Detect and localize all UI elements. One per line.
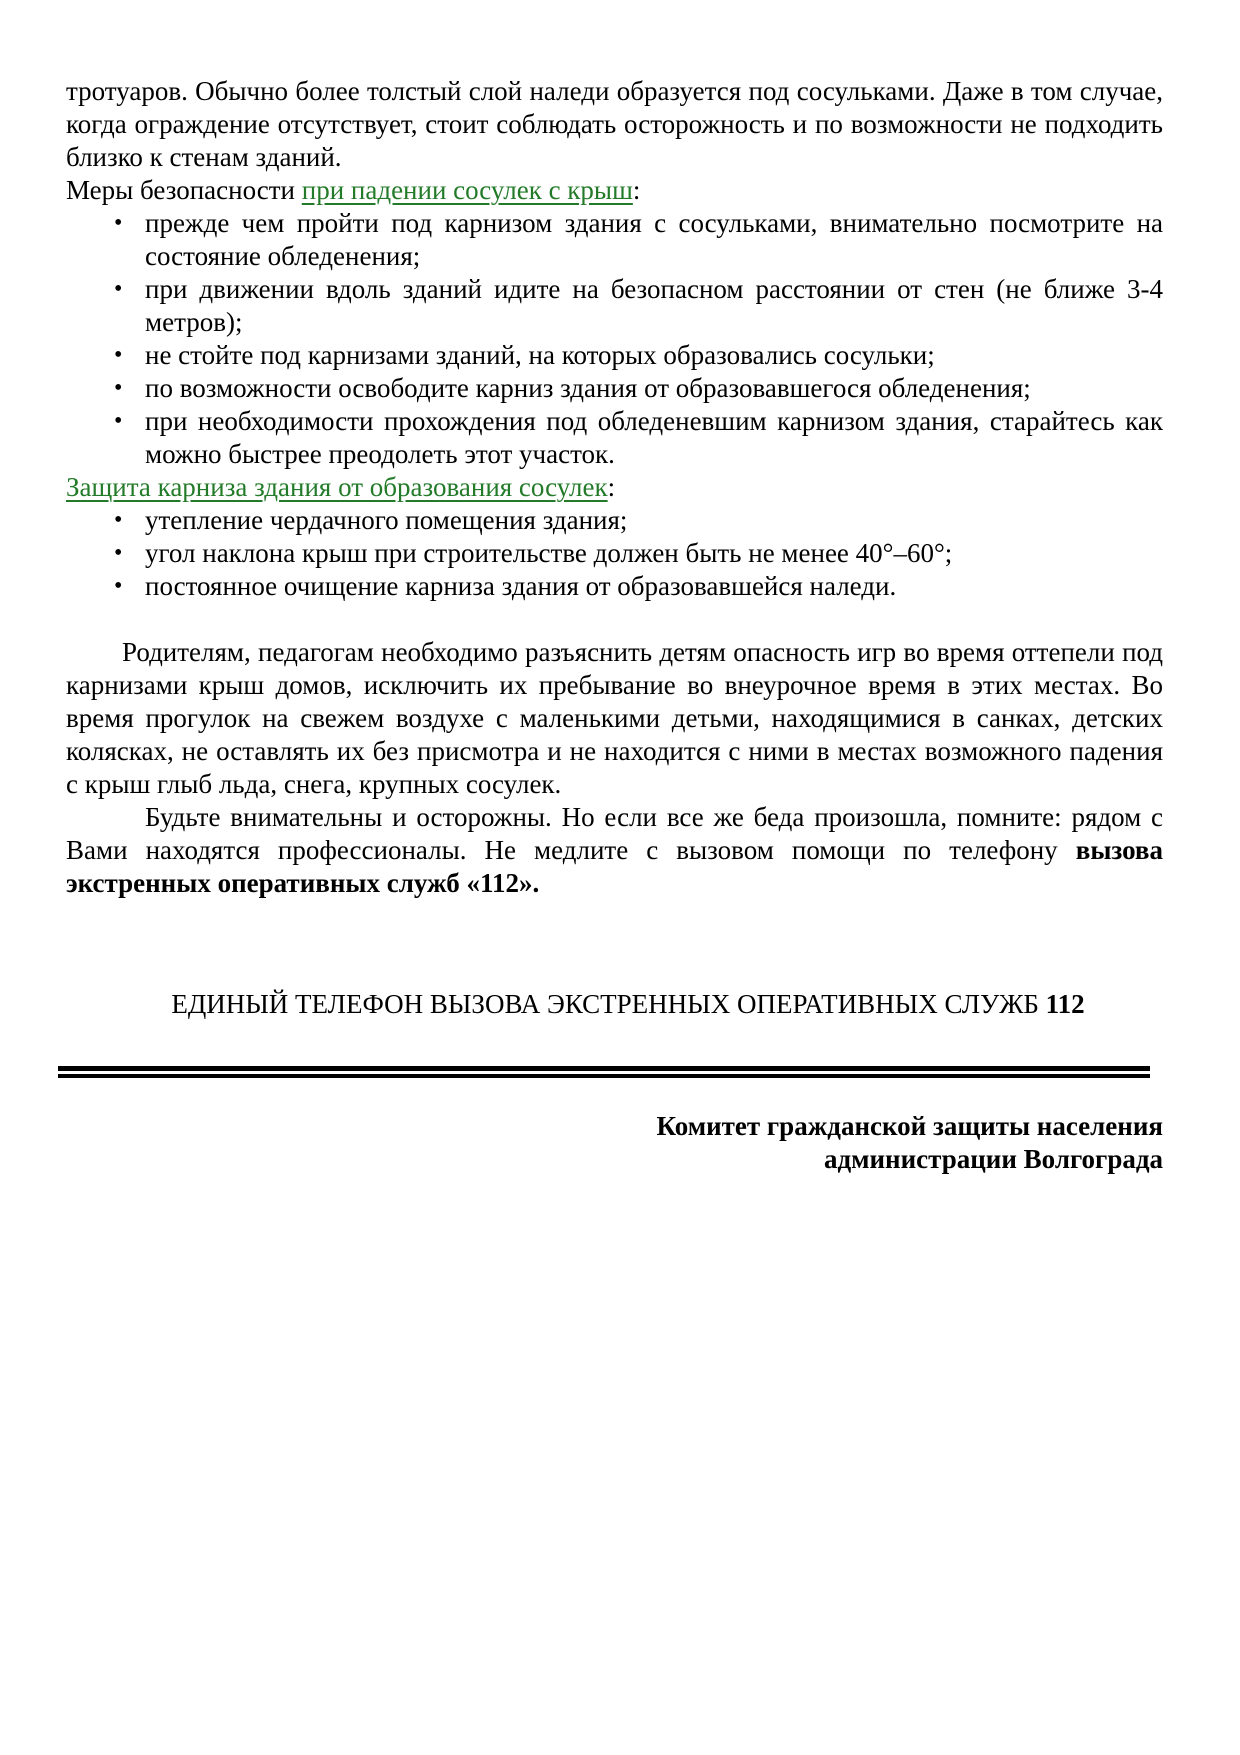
list-item (66, 273, 1163, 339)
safety-measures-prefix: Меры безопасности (66, 175, 302, 205)
list-item (66, 504, 1163, 537)
list-item (66, 405, 1163, 471)
bullet-icon: • (114, 540, 123, 566)
list-item-text: при необходимости прохождения под обледеневшим карнизом здания, старайтесь как можно быстрее преодолеть этот участок. (145, 406, 1163, 469)
cornice-protection-colon: : (607, 472, 616, 502)
emergency-services-banner (66, 955, 1163, 1054)
paragraph-cornice-protection (66, 471, 1163, 504)
paragraph-intro: тротуаров. Обычно более толстый слой наледи образуется под сосульками. Даже в том случае, когда ограждение отсутствует, стоит соблюдать осторожность и по возможности не подходить близко к стенам зданий. (66, 76, 1163, 172)
paragraph-be-careful (66, 801, 1163, 900)
bullet-icon: • (114, 507, 123, 533)
list-item-text: при движении вдоль зданий идите на безопасном расстоянии от стен (не ближе 3-4 метров); (145, 274, 1163, 337)
list-item-text: по возможности освободите карниз здания от образовавшегося обледенения; (145, 373, 1031, 403)
safety-measures-list (66, 207, 1163, 471)
signature-line-2: администрации Волгограда (823, 1144, 1163, 1174)
list-item (66, 570, 1163, 603)
list-item-text: угол наклона крыш при строительстве должен быть не менее 40°–60°; (145, 538, 953, 568)
cornice-protection-link[interactable]: Защита карниза здания от образования сосулек (66, 472, 608, 502)
double-line-divider (58, 1066, 1150, 1078)
list-item-text: не стойте под карнизами зданий, на которых образовались сосульки; (145, 340, 935, 370)
list-item-text: утепление чердачного помещения здания; (145, 505, 628, 535)
list-item-text: прежде чем пройти под карнизом здания с сосульками, внимательно посмотрите на состояние обледенения; (145, 208, 1163, 271)
falling-icicles-link[interactable]: при падении сосулек с крыш (301, 175, 633, 205)
emergency-banner-number: 112 (1045, 989, 1085, 1019)
bullet-icon: • (114, 342, 123, 368)
emergency-phone-bold-text: вызова экстренных оперативных служб «112». (66, 835, 1163, 898)
safety-measures-colon: : (632, 175, 641, 205)
signature-line-1: Комитет гражданской защиты населения (656, 1111, 1163, 1141)
paragraph-safety-measures (66, 174, 1163, 207)
list-item (66, 207, 1163, 273)
paragraph-parents-warning: Родителям, педагогам необходимо разъяснить детям опасность игр во время оттепели под карнизами крыш домов, исключить их пребывание во внеурочное время в этих местах. Во время прогулок на свежем воздухе с маленькими детьми, находящимися в санках, детских колясках, не оставлять их без присмотра и не находится с ними в местах возможного падения с крыш глыб льда, снега, крупных сосулек. (66, 637, 1163, 799)
list-item (66, 339, 1163, 372)
cornice-protection-list (66, 504, 1163, 603)
bullet-icon: • (114, 573, 123, 599)
blank-line (66, 603, 1163, 636)
list-item (66, 537, 1163, 570)
signature-block (66, 1110, 1163, 1176)
list-item-text: постоянное очищение карниза здания от образовавшейся наледи. (145, 571, 897, 601)
emergency-banner-text: ЕДИНЫЙ ТЕЛЕФОН ВЫЗОВА ЭКСТРЕННЫХ ОПЕРАТИВНЫХ СЛУЖБ (171, 989, 1046, 1019)
bullet-icon: • (114, 210, 123, 236)
list-item (66, 372, 1163, 405)
be-careful-text: Будьте внимательны и осторожны. Но если все же беда произошла, помните: рядом с Вами находятся профессионалы. Не медлите с вызовом помощи по телефону (66, 802, 1163, 865)
bullet-icon: • (114, 408, 123, 434)
bullet-icon: • (114, 276, 123, 302)
bullet-icon: • (114, 375, 123, 401)
